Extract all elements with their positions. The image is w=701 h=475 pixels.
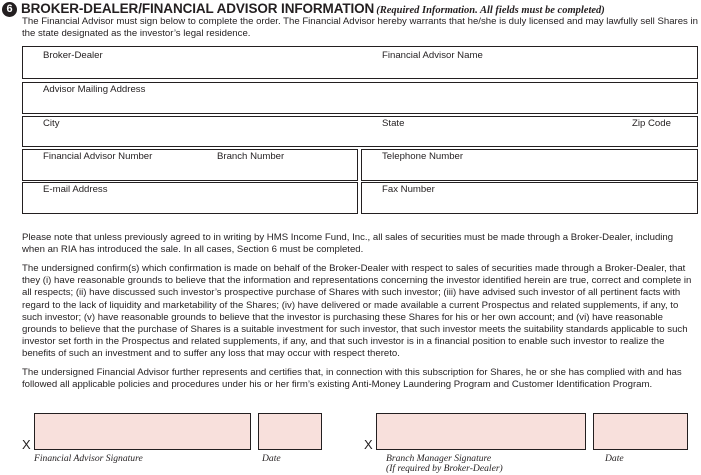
advisor-mailing-address-label: Advisor Mailing Address	[43, 84, 146, 95]
broker-dealer-row[interactable]	[22, 46, 698, 79]
zip-code-label: Zip Code	[632, 118, 671, 129]
confirmation-paragraph: The undersigned confirm(s) which confirmation is made on behalf of the Broker-Dealer with respect to sales of securities made through a Broker-Dealer, that they (i) have reasonable grounds to believe that the information and representations concerning the investor identified herein are true, correct and complete in all respects; (ii) have discussed such investor’s prospective purchase of Shares with such investor; (iii) have advised such investor of all pertinent facts with regard to the lack of liquidity and marketability of the Shares; (iv) have delivered or made available a current Prospectus and related supplements, if any, to such investor; (v) have reasonable grounds to believe that the investor is purchasing these Shares for his or her own account; and (vi) have reasonable grounds to believe that the purchase of Shares is a suitable investment for such investor, that such investor meets the suitability standards applicable to such investor set forth in the Prospectus and related supplements, if any, and that such investor is in a financial position to enable such investor to realize the benefits of such an investment and to suffer any loss that may occur with respect thereto.	[22, 263, 692, 360]
financial-advisor-signature-field[interactable]	[34, 413, 251, 450]
section-number-badge: 6	[2, 2, 17, 17]
branch-manager-signature-caption: Branch Manager Signature	[386, 453, 492, 464]
financial-advisor-name-label: Financial Advisor Name	[382, 50, 483, 61]
city-label: City	[43, 118, 60, 129]
branch-manager-date-caption: Date	[605, 453, 624, 464]
state-label: State	[382, 118, 405, 129]
branch-manager-note-caption: (If required by Broker-Dealer)	[386, 463, 503, 474]
branch-manager-date-field[interactable]	[593, 413, 688, 450]
city-state-zip-row[interactable]	[22, 116, 698, 147]
branch-manager-signature-field[interactable]	[376, 413, 586, 450]
financial-advisor-date-field[interactable]	[258, 413, 322, 450]
financial-advisor-number-label: Financial Advisor Number	[43, 151, 153, 162]
financial-advisor-date-caption: Date	[262, 453, 281, 464]
x-mark: X	[364, 437, 373, 452]
fax-number-label: Fax Number	[382, 184, 435, 195]
telephone-number-label: Telephone Number	[382, 151, 464, 162]
section-title	[21, 1, 605, 16]
broker-dealer-label: Broker-Dealer	[43, 50, 103, 61]
intro-text: The Financial Advisor must sign below to complete the order. The Financial Advisor hereby warrants that he/she is duly licensed and may lawfully sell Shares in the state designated as the investor’s legal residence.	[22, 16, 698, 39]
section-title-text: BROKER-DEALER/FINANCIAL ADVISOR INFORMATION	[21, 1, 375, 16]
branch-number-label: Branch Number	[217, 151, 285, 162]
financial-advisor-signature-caption: Financial Advisor Signature	[34, 453, 143, 464]
x-mark: X	[22, 437, 31, 452]
required-note: (Required Information. All fields must be completed)	[376, 5, 605, 16]
aml-certification-paragraph: The undersigned Financial Advisor further represents and certifies that, in connection with this subscription for Shares, he or she has complied with and has followed all applicable policies and procedures under his or her firm’s existing Anti-Money Laundering Program and Customer Identification Program.	[22, 367, 682, 391]
email-address-label: E-mail Address	[43, 184, 108, 195]
rules-paragraph: Please note that unless previously agreed to in writing by HMS Income Fund, Inc., all sales of securities must be made through a Broker-Dealer, including when an RIA has introduced the sale. In all cases, Section 6 must be completed.	[22, 232, 674, 256]
